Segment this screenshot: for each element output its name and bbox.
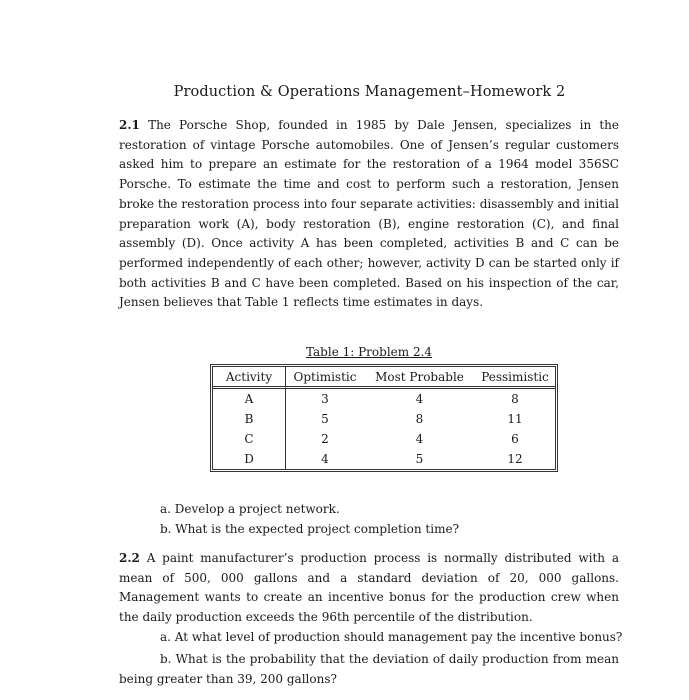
problem-2-1-number: 2.1 <box>119 118 140 132</box>
table-caption: Table 1: Problem 2.4 <box>305 345 433 359</box>
activity-table <box>210 364 558 472</box>
problem-2-2 <box>119 549 619 628</box>
table-cell: 4 <box>415 432 424 446</box>
problem-2-1-text: The Porsche Shop, founded in 1985 by Dale Jensen, specializes in the restoration of vintage Porsche automobiles. One of Jensen’s regular customers asked him to prepare an estimate for the restoration of a 1964 model 356SC Porsche. To estimate the time and cost to perform such a restoration, Jensen broke the restoration process into four separate activities: disassembly and initial preparation work (A), body restoration (B), engine restoration (C), and final assembly (D). Once activity A has been completed, activities B and C can be performed independently of each other; however, activity D can be started only if both activities B and C have been completed. Based on his inspection of the car, Jensen believes that Table 1 reflects time estimates in days. <box>119 118 619 310</box>
header-optimistic: Optimistic <box>286 367 364 389</box>
problem-2-1 <box>119 116 619 313</box>
problem-2-2-number: 2.2 <box>119 551 140 565</box>
table-cell: 11 <box>507 412 523 426</box>
problem-2-2-text: A paint manufacturer’s production process is normally distributed with a mean of 500, 000 gallons and a standard deviation of 20, 000 gallons. Management wants to create an incentive bonus for the production crew when the daily production exceeds the 96th percentile of the distribution. <box>119 551 619 625</box>
table-row <box>213 409 555 429</box>
table-cell: C <box>213 429 286 449</box>
question-2b: b. What is the probability that the deviation of daily production from mean being greater than 39, 200 gallons? <box>119 652 619 686</box>
table-cell: 5 <box>415 452 424 466</box>
table-header-row <box>213 367 555 389</box>
table-cell: 4 <box>415 392 424 406</box>
page-title: Production & Operations Management–Homework 2 <box>173 84 566 100</box>
question-1b: b. What is the expected project completion time? <box>160 522 460 536</box>
table-cell: 8 <box>415 412 424 426</box>
question-2b-block <box>119 650 619 689</box>
table-cell: A <box>213 389 286 409</box>
table-cell: 8 <box>511 392 519 406</box>
question-1a: a. Develop a project network. <box>160 502 340 516</box>
table-cell: B <box>213 409 286 429</box>
table-cell: 4 <box>321 452 329 466</box>
table-cell: 12 <box>507 452 523 466</box>
header-pessimistic: Pessimistic <box>475 367 555 389</box>
table-cell: 5 <box>321 412 329 426</box>
table-cell: D <box>213 449 286 469</box>
table-row <box>213 389 555 409</box>
header-activity: Activity <box>213 367 286 389</box>
table-cell: 3 <box>321 392 329 406</box>
table-cell: 6 <box>511 432 519 446</box>
header-most-probable: Most Probable <box>364 367 475 389</box>
table-row <box>213 449 555 469</box>
question-2a: a. At what level of production should management pay the incentive bonus? <box>160 630 623 644</box>
table-cell: 2 <box>321 432 329 446</box>
table-row <box>213 429 555 449</box>
